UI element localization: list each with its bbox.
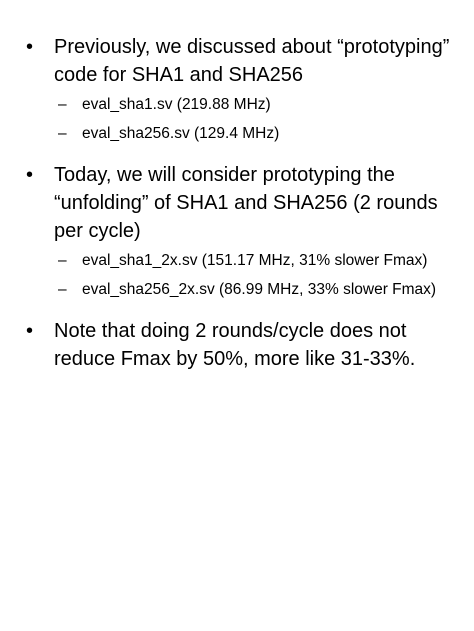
sub-bullet-text: eval_sha256_2x.sv (86.99 MHz, 33% slower Fmax) — [82, 281, 437, 298]
bullet-item — [26, 161, 456, 303]
bullet-text: Today, we will consider prototyping the “unfolding” of SHA1 and SHA256 (2 rounds per cycle) — [54, 164, 438, 242]
sub-bullet-marker: – — [58, 252, 67, 269]
bullet-item — [26, 33, 456, 147]
bullet-item — [26, 317, 456, 373]
sub-bullet-marker: – — [58, 96, 67, 113]
sub-bullet-item — [58, 120, 456, 147]
bullet-marker: • — [26, 320, 34, 342]
sub-bullet-text: eval_sha1.sv (219.88 MHz) — [82, 96, 271, 113]
bullet-marker: • — [26, 164, 34, 186]
bullet-text: Previously, we discussed about “prototyping” code for SHA1 and SHA256 — [54, 36, 450, 86]
sub-bullet-text: eval_sha1_2x.sv (151.17 MHz, 31% slower Fmax) — [82, 252, 428, 269]
bullet-text: Note that doing 2 rounds/cycle does not reduce Fmax by 50%, more like 31-33%. — [54, 320, 416, 370]
sub-bullet-item — [58, 276, 456, 303]
sub-bullet-item — [58, 247, 456, 274]
sub-bullet-marker: – — [58, 281, 67, 298]
sub-bullet-marker: – — [58, 125, 67, 142]
bullet-marker: • — [26, 36, 34, 58]
sub-bullet-text: eval_sha256.sv (129.4 MHz) — [82, 125, 280, 142]
sub-bullet-item — [58, 91, 456, 118]
